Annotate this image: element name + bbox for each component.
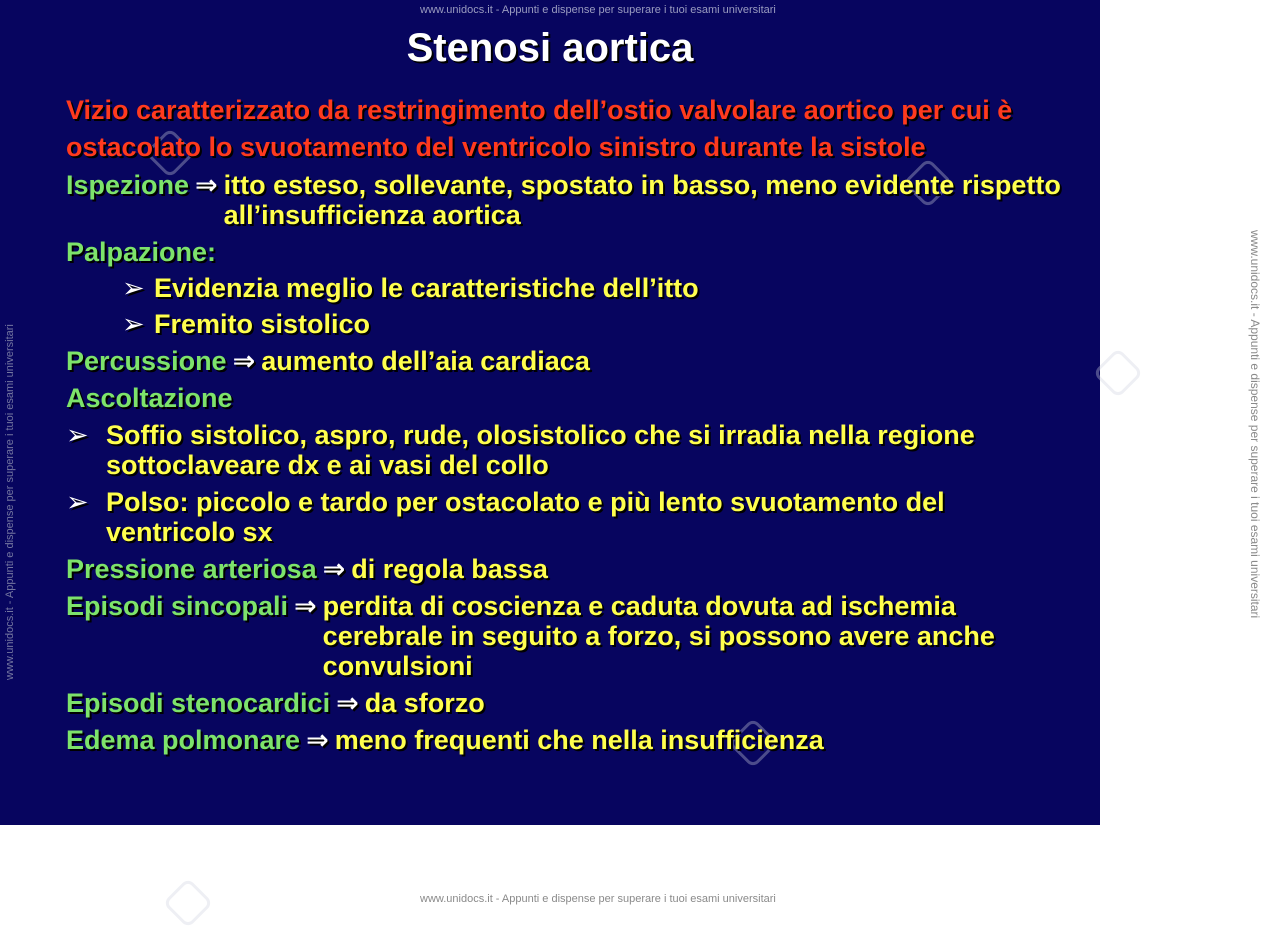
percussione-label: Percussione (66, 346, 227, 376)
sincopali-value: perdita di coscienza e caduta dovuta ad ischemia cerebrale in seguito a forzo, si possono avere anche convulsioni (322, 591, 995, 681)
pressione-value: di regola bassa (351, 554, 548, 584)
palpazione-label: Palpazione: (66, 237, 217, 267)
arrow-icon: ⇒ (232, 346, 256, 376)
watermark-logo-icon (163, 878, 214, 928)
ispezione-value: itto esteso, sollevante, spostato in basso, meno evidente rispetto all’insufficienza aortica (223, 170, 1061, 230)
watermark-right: www.unidocs.it - Appunti e dispense per superare i tuoi esami universitari (1248, 230, 1262, 619)
palpazione-item-text: Fremito sistolico (154, 309, 371, 339)
palpazione-item (122, 273, 1066, 303)
arrow-icon: ⇒ (294, 591, 317, 621)
stenocardici-label: Episodi stenocardici (66, 688, 331, 718)
ispezione-row (66, 170, 1066, 230)
edema-label: Edema polmonare (66, 725, 301, 755)
palpazione-item (122, 309, 1066, 339)
intro-text: Vizio caratterizzato da restringimento dell’ostio valvolare aortico per cui è ostacolato lo svuotamento del ventricolo sinistro durante la sistole (66, 95, 1013, 162)
ascoltazione-item-text: Polso: piccolo e tardo per ostacolato e più lento svuotamento del ventricolo sx (106, 487, 945, 547)
arrow-icon: ⇒ (322, 554, 346, 584)
pressione-row (66, 554, 1066, 584)
bullet-arrow-icon: ➢ (122, 309, 145, 339)
slide-content (66, 92, 1066, 755)
ascoltazione-item (66, 420, 1066, 480)
ascoltazione-row (66, 383, 1066, 413)
arrow-icon: ⇒ (336, 688, 359, 718)
bullet-arrow-icon: ➢ (66, 487, 89, 517)
watermark-bottom: www.unidocs.it - Appunti e dispense per superare i tuoi esami universitari (420, 893, 776, 905)
stenocardici-row (66, 688, 1066, 718)
ascoltazione-label: Ascoltazione (66, 383, 233, 413)
ascoltazione-item (66, 487, 1066, 547)
pressione-label: Pressione arteriosa (66, 554, 317, 584)
percussione-value: aumento dell’aia cardiaca (261, 346, 590, 376)
stenocardici-value: da sforzo (364, 688, 485, 718)
edema-value: meno frequenti che nella insufficienza (334, 725, 824, 755)
sincopali-label: Episodi sincopali (66, 591, 289, 621)
slide-title: Stenosi aortica (406, 26, 694, 70)
watermark-logo-icon (1093, 348, 1144, 399)
ascoltazione-item-text: Soffio sistolico, aspro, rude, olosistolico che si irradia nella regione sottoclaveare dx e ai vasi del collo (106, 420, 975, 480)
ispezione-label: Ispezione (66, 170, 190, 200)
arrow-icon: ⇒ (195, 170, 218, 200)
palpazione-row (66, 237, 1066, 267)
palpazione-item-text: Evidenzia meglio le caratteristiche dell’itto (154, 273, 699, 303)
sincopali-row (66, 591, 1066, 681)
watermark-top: www.unidocs.it - Appunti e dispense per superare i tuoi esami universitari (420, 4, 776, 16)
bullet-arrow-icon: ➢ (66, 420, 89, 450)
percussione-row (66, 346, 1066, 376)
arrow-icon: ⇒ (306, 725, 329, 755)
watermark-left: www.unidocs.it - Appunti e dispense per superare i tuoi esami universitari (4, 324, 16, 680)
edema-row (66, 725, 1066, 755)
bullet-arrow-icon: ➢ (122, 273, 145, 303)
